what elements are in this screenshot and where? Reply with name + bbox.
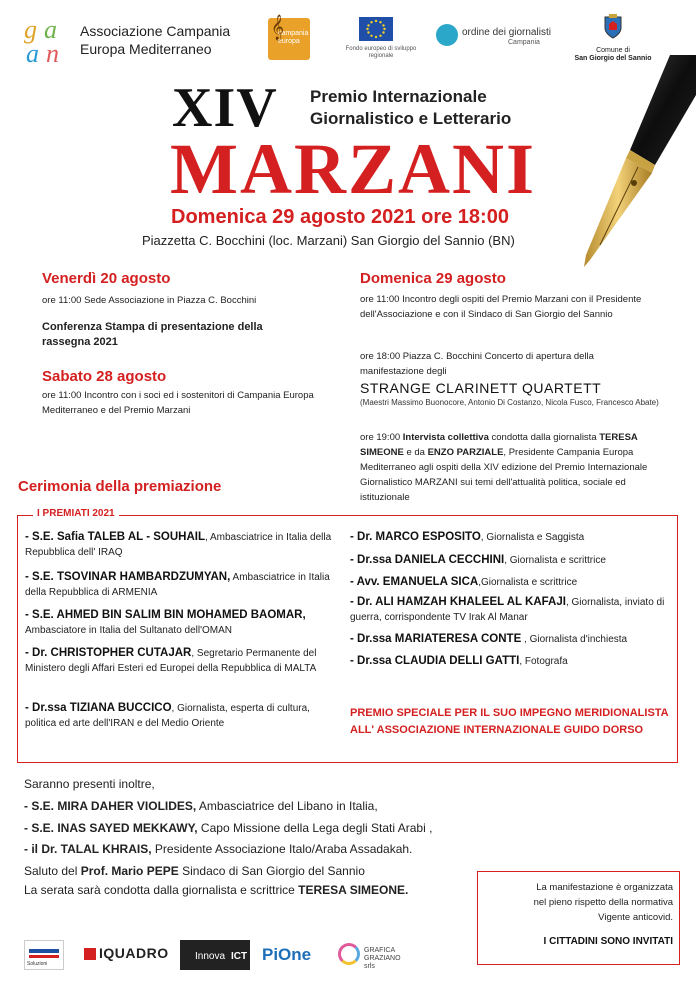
winner-item: - Dr. ALI HAMZAH KHALEEL AL KAFAJI, Giornalista, inviato di guerra, corrispondente TV Irak Al Manar [350,596,665,623]
venerdi-heading: Venerdì 20 agosto [42,270,171,287]
guest-item: - S.E. INAS SAYED MEKKAWY, Capo Missione della Lega degli Stati Arabi , [24,821,433,835]
sponsor-soluzioni-logo: Soluzioni [24,940,64,970]
svg-text:a: a [44,15,57,44]
prize-title-line2: Giornalistico e Letterario [310,109,512,128]
domenica-text-1: ore 11:00 Incontro degli ospiti del Premio Marzani con il Presidente dell'Associazione e con il Sindaco di San Giorgio del Sannio [360,294,642,320]
host-line: La serata sarà condotta dalla giornalista e scrittrice TERESA SIMEONE. [24,883,409,897]
association-name: Associazione Campania Europa Mediterraneo [80,23,231,57]
eu-flag-icon [359,17,393,41]
grafica-ring-icon [338,943,360,965]
svg-text:a: a [26,39,39,64]
crest-icon [602,14,624,40]
prize-title-line1: Premio Internazionale [310,87,487,106]
sabato-text: ore 11:00 Incontro con i soci ed i sostenitori di Campania Europa Mediterraneo e del Premio Marzani [42,390,314,416]
fountain-pen-icon [560,55,696,270]
winner-item: - Dr.ssa DANIELA CECCHINI, Giornalista e scrittrice [350,554,606,566]
sponsor-pione-logo: PiOne [262,945,312,964]
winner-item: - S.E. AHMED BIN SALIM BIN MOHAMED BAOMAR, Ambasciatore in Italia del Sultanato dell'OMAN [25,609,306,636]
svg-text:n: n [46,39,59,64]
press-conference-text: Conferenza Stampa di presentazione della rassegna 2021 [42,321,263,348]
sponsor-innova-logo: Innova ICT [180,940,250,970]
winner-item: - Dr. MARCO ESPOSITO, Giornalista e Saggista [350,531,585,543]
guests-intro: Saranno presenti inoltre, [24,777,155,791]
domenica-heading: Domenica 29 agosto [360,270,506,287]
gaan-logo [24,14,70,64]
guest-item: - S.E. MIRA DAHER VIOLIDES, Ambasciatrice del Libano in Italia, [24,799,378,813]
winner-item: - Dr.ssa MARIATERESA CONTE , Giornalista d'inchiesta [350,633,628,645]
guest-item: - il Dr. TALAL KHRAIS, Presidente Associazione Italo/Araba Assadakah. [24,842,413,856]
venerdi-text: ore 11:00 Sede Associazione in Piazza C. Bocchini [42,295,257,306]
edition-number: XIV [172,77,278,139]
covid-notice: La manifestazione è organizzata nel pieno rispetto della normativa Vigente anticovid. I CITTADINI SONO INVITATI [477,871,680,965]
sabato-heading: Sabato 28 agosto [42,368,167,385]
svg-text:g: g [24,15,37,44]
sponsor-iquadro-logo: IQUADRO [84,940,164,970]
winners-label: I PREMIATI 2021 [33,508,119,519]
quartet-members: (Maestri Massimo Buonocore, Antonio Di Costanzo, Nicola Fusco, Francesco Abate) [360,398,659,407]
campania-europa-logo: 𝄞 campania europa [268,18,310,60]
eu-flag-logo: Fondo europeo di sviluppo regionale [345,17,417,63]
winner-item: - Dr. CHRISTOPHER CUTAJAR, Segretario Permanente del Ministero degli Affari Esteri ed Europei della Repubblica di MALTA [25,647,317,674]
ceremony-heading: Cerimonia della premiazione [18,478,222,495]
winner-item: - Avv. EMANUELA SICA,Giornalista e scrittrice [350,576,578,588]
event-place: Piazzetta C. Bocchini (loc. Marzani) San Giorgio del Sannio (BN) [142,233,515,248]
event-date: Domenica 29 agosto 2021 ore 18:00 [171,206,509,228]
winner-item: - Dr.ssa TIZIANA BUCCICO, Giornalista, esperta di cultura, politica ed arte dell'IRAN e del Medio Oriente [25,702,310,729]
domenica-text-2: ore 18:00 Piazza C. Bocchini Concerto di apertura della manifestazione degli [360,351,594,377]
sponsor-grafica-logo: GRAFICA GRAZIANO srls [338,940,408,970]
greeting-line: Saluto del Prof. Mario PEPE Sindaco di San Giorgio del Sannio [24,864,365,878]
treble-clef-icon: 𝄞 [271,15,285,40]
comune-logo: Comune di San Giorgio del Sannio [568,14,658,63]
winner-item: - S.E. TSOVINAR HAMBARDZUMYAN, Ambasciatrice in Italia della Repubblica di ARMENIA [25,571,330,598]
winner-item: - Dr.ssa CLAUDIA DELLI GATTI, Fotografa [350,655,568,667]
winner-item: - S.E. Safia TALEB AL - SOUHAIL, Ambasciatrice in Italia della Repubblica dell' IRAQ [25,531,332,558]
special-prize: PREMIO SPECIALE PER IL SUO IMPEGNO MERIDIONALISTA ALL' ASSOCIAZIONE INTERNAZIONALE GUIDO DORSO [350,707,669,736]
domenica-text-3: ore 19:00 Intervista collettiva condotta dalla giornalista TERESA SIMEONE e da ENZO PARZIALE, Presidente Campania Europa Mediterraneo agli ospiti della XIV edizione del Premio Internazionale Giornalistico MARZANI sui temi dell'attualità politica, sociale ed istituzionale [360,432,648,503]
quartet-name: STRANGE CLARINETT QUARTETT [360,380,602,396]
prize-name: MARZANI [170,129,536,209]
odg-circle-icon [436,24,458,46]
